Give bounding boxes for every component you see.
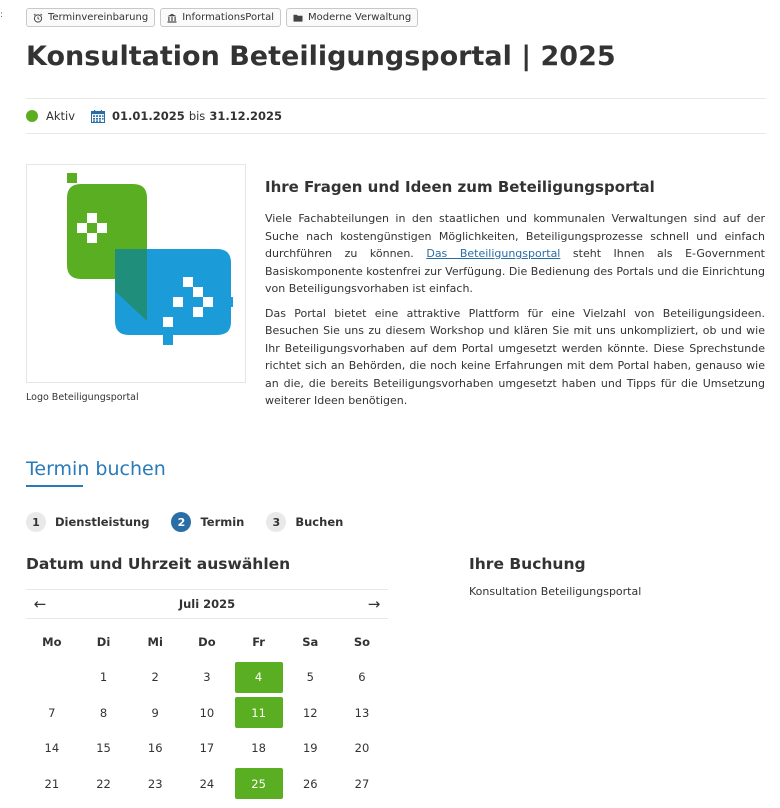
step-buchen[interactable] <box>266 512 343 532</box>
calendar-day: 2 <box>151 670 159 685</box>
calendar-cell <box>233 768 285 799</box>
calendar-cell <box>129 662 181 693</box>
alarm-clock-icon <box>33 13 43 23</box>
calendar-day: 23 <box>147 776 163 791</box>
calendar-day: 9 <box>151 705 159 720</box>
calendar-day: 13 <box>354 705 370 720</box>
calendar-day: 24 <box>199 776 215 791</box>
calendar-cell <box>78 768 130 799</box>
weekday-row <box>26 624 388 660</box>
calendar-grid <box>26 624 388 802</box>
heading-underline <box>26 485 83 487</box>
weekday-label: Mo <box>42 634 62 649</box>
step-label: Termin <box>200 515 245 529</box>
step-label: Buchen <box>295 515 344 529</box>
calendar-day: 12 <box>302 705 318 720</box>
booking-summary-title: Ihre Buchung <box>469 555 586 573</box>
step-dienstleistung[interactable] <box>26 512 149 532</box>
calendar-cell <box>78 733 130 764</box>
date-time-title: Datum und Uhrzeit auswählen <box>26 555 291 573</box>
tag-moderne-verwaltung[interactable] <box>286 8 418 27</box>
tag-list <box>26 8 418 27</box>
calendar-week <box>26 731 388 767</box>
calendar-header <box>26 589 388 619</box>
calendar-week <box>26 766 388 802</box>
calendar-day: 17 <box>199 741 215 756</box>
calendar-day: 8 <box>99 705 108 720</box>
calendar-cell <box>336 697 388 728</box>
calendar-day: 10 <box>199 705 215 720</box>
tag-label: Moderne Verwaltung <box>308 12 412 23</box>
logo-image <box>26 164 246 383</box>
calendar-month: Juli 2025 <box>178 597 236 611</box>
booking-heading: Termin buchen <box>26 458 166 480</box>
calendar-cell <box>78 662 130 693</box>
calendar-day: 20 <box>354 741 370 756</box>
tag-informationsportal[interactable] <box>160 8 281 27</box>
step-termin[interactable] <box>171 512 244 532</box>
period-separator: bis <box>188 109 206 123</box>
calendar-cell <box>233 697 285 728</box>
calendar-cell <box>233 733 285 764</box>
calendar-cell <box>129 768 181 799</box>
calendar-cell <box>129 733 181 764</box>
weekday-label: Fr <box>252 634 265 649</box>
calendar-day: 1 <box>99 670 108 685</box>
calendar-cell <box>336 662 388 693</box>
next-month-button[interactable]: → <box>367 595 381 613</box>
edge-fragment: : <box>0 10 4 20</box>
calendar-cell <box>284 768 336 799</box>
tag-label: Terminvereinbarung <box>48 12 149 23</box>
weekday-label: Do <box>198 634 216 649</box>
period-end: 31.12.2025 <box>209 109 283 123</box>
calendar-day: 14 <box>44 741 60 756</box>
description-paragraph-1: Viele Fachabteilungen in den staatlichen und kommunalen Verwaltungen sind auf der Suche nach kostengünstigen Möglichkeiten, Beteiligungsprozesse schnell und einfach durchführen zu können. Das Beteiligungsportal steht Ihnen als E-Government Basiskomponente kostenfrei zur Verfügung. Die Bedienung des Portals und die Einrichtung von Beteiligungsvorhaben ist einfach. <box>265 212 765 295</box>
calendar-day: 7 <box>48 705 56 720</box>
step-number: 2 <box>171 512 191 532</box>
calendar-cell <box>284 697 336 728</box>
logo-caption: Logo Beteiligungsportal <box>26 392 139 403</box>
period-start: 01.01.2025 <box>112 109 185 123</box>
tag-terminvereinbarung[interactable] <box>26 8 155 27</box>
calendar-day: 16 <box>147 741 163 756</box>
beteiligungsportal-link[interactable]: Das Beteiligungsportal <box>426 247 561 260</box>
booking-steps <box>26 512 365 532</box>
calendar-day: 15 <box>96 741 111 756</box>
booking-summary-item: Konsultation Beteiligungsportal <box>469 585 642 598</box>
calendar-cell <box>181 768 233 799</box>
calendar-day: 6 <box>358 670 366 685</box>
status-label: Aktiv <box>46 109 76 123</box>
description-heading: Ihre Fragen und Ideen zum Beteiligungsportal <box>265 178 655 196</box>
calendar-day: 22 <box>96 776 111 791</box>
status-dot <box>26 110 38 122</box>
calendar-day: 5 <box>306 670 314 685</box>
meta-bar <box>26 98 766 134</box>
calendar-cell <box>284 733 336 764</box>
calendar-weeks <box>26 660 388 802</box>
page-title: Konsultation Beteiligungsportal | 2025 <box>26 41 616 72</box>
calendar-cell <box>336 733 388 764</box>
beteiligungsportal-logo <box>27 165 245 382</box>
calendar-cell <box>181 662 233 693</box>
calendar-cell <box>336 768 388 799</box>
prev-month-button[interactable]: ← <box>33 595 47 613</box>
weekday-label: Mi <box>147 634 163 649</box>
calendar-day: 27 <box>354 776 370 791</box>
description <box>265 178 765 417</box>
calendar-cell <box>78 697 130 728</box>
calendar-cell <box>26 768 78 799</box>
calendar-icon <box>91 110 105 123</box>
weekday-label: Sa <box>302 634 319 649</box>
calendar-week <box>26 695 388 731</box>
calendar-empty-day <box>28 662 76 693</box>
calendar-day-available[interactable]: 4 <box>235 662 283 693</box>
calendar-cell <box>284 662 336 693</box>
calendar-cell <box>26 662 78 693</box>
calendar-day-available[interactable]: 25 <box>235 768 283 799</box>
calendar-cell <box>181 733 233 764</box>
calendar-cell <box>129 697 181 728</box>
calendar-day-available[interactable]: 11 <box>235 697 283 728</box>
bank-icon <box>167 13 177 23</box>
tag-label: InformationsPortal <box>182 12 275 23</box>
step-number: 3 <box>266 512 286 532</box>
calendar-cell <box>233 662 285 693</box>
step-label: Dienstleistung <box>55 515 150 529</box>
calendar-day: 3 <box>203 670 211 685</box>
description-paragraph-2: Das Portal bietet eine attraktive Plattform für eine Vielzahl von Beteiligungsideen. Besuchen Sie uns zu diesem Workshop und klären Sie mit uns unkompliziert, ob und wie Ihr Beteiligungsvorhaben auf dem Portal umgesetzt werden könnte. Diese Sprechstunde richtet sich an Behörden, die noch keine Erfahrungen mit dem Portal haben, genauso wie an die, die bereits Beteiligungsvorhaben umgesetzt haben und Tipps für die Umsetzung weiterer Ideen benötigen. <box>265 306 765 407</box>
step-number: 1 <box>26 512 46 532</box>
calendar-day: 18 <box>251 741 266 756</box>
calendar-day: 19 <box>302 741 318 756</box>
weekday-label: Di <box>96 634 111 649</box>
calendar-week <box>26 660 388 696</box>
folder-icon <box>293 13 303 23</box>
calendar-cell <box>26 697 78 728</box>
calendar-cell <box>26 733 78 764</box>
calendar-cell <box>181 697 233 728</box>
calendar-day: 21 <box>44 776 60 791</box>
weekday-label: So <box>353 634 371 649</box>
calendar-day: 26 <box>302 776 318 791</box>
